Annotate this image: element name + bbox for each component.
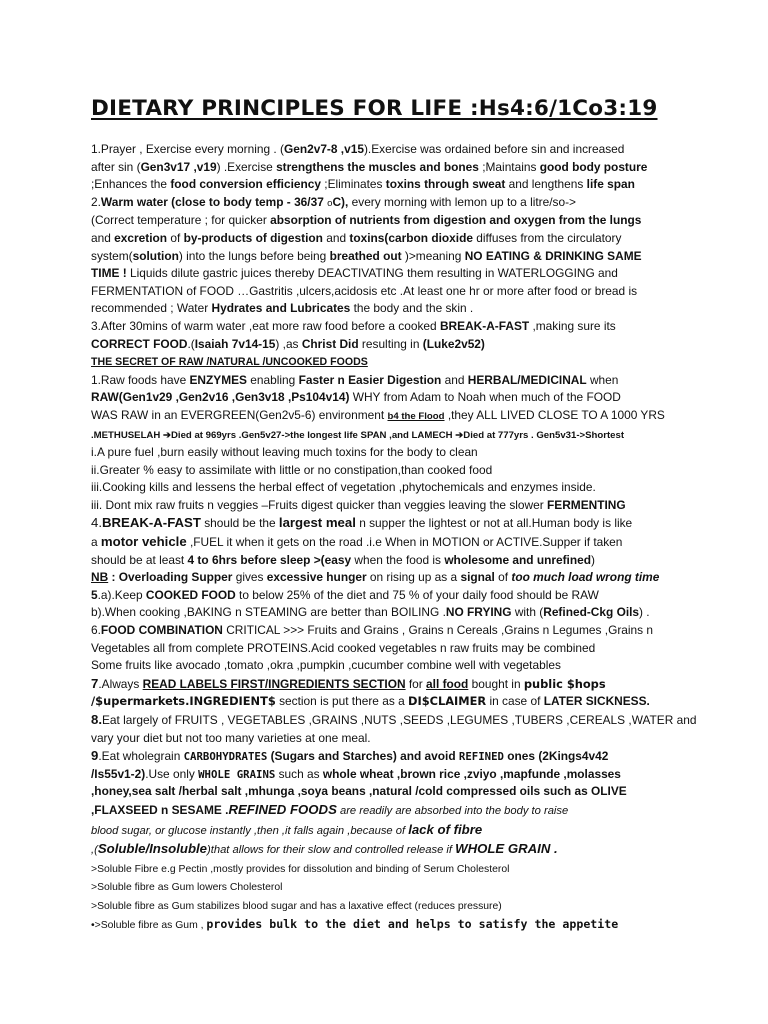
text-run: NO FRYING <box>445 605 512 620</box>
text-run: of <box>494 570 512 585</box>
text-run: public $hops <box>523 676 606 691</box>
text-run: WHY from Adam to Noah when much of the FOOD <box>349 390 621 405</box>
text-run: REFINED FOODS <box>228 801 337 817</box>
text-run: b).When cooking ,BAKING n STEAMING are better than BOILING . <box>91 605 446 620</box>
text-line <box>91 212 698 230</box>
text-line <box>91 514 698 533</box>
text-run: WAS RAW in an EVERGREEN(Gen2v5-6) environment <box>91 407 388 422</box>
text-run: in case of <box>486 694 544 709</box>
text-run: blood sugar, or glucose instantly ,then ,it falls again ,because of <box>91 824 409 837</box>
text-run: LATER SICKNESS. <box>543 694 650 709</box>
text-line <box>91 552 698 570</box>
text-run: o <box>327 197 333 209</box>
text-run: ) ,as <box>275 336 302 351</box>
text-run: ,( <box>91 844 98 857</box>
text-run: and <box>441 372 468 387</box>
text-line <box>91 265 698 283</box>
text-run: all food <box>426 676 469 691</box>
text-run: ,they ALL LIVED CLOSE TO A 1000 YRS <box>444 407 665 422</box>
text-run: for <box>405 676 427 691</box>
text-run: ) <box>590 552 595 567</box>
text-run: 1.Raw foods have <box>91 372 190 387</box>
text-line <box>91 407 698 426</box>
text-run: iii. Dont mix raw fruits n veggies –Fruits digest quicker than veggies leaving the slower <box>91 497 548 512</box>
text-line <box>91 801 698 821</box>
text-run: Soluble/Insoluble <box>97 841 208 857</box>
text-run: .Eat wholegrain <box>98 749 184 764</box>
text-run: of <box>167 230 184 245</box>
text-run: CRITICAL >>> Fruits and Grains , Grains n Cereals ,Grains n Legumes ,Grains n <box>222 623 654 638</box>
text-run: when the food is <box>351 552 445 567</box>
text-run: should be at least <box>91 552 188 567</box>
text-run: 9 <box>91 748 99 764</box>
text-run: Some fruits like avocado ,tomato ,okra ,pumpkin ,cucumber combine well with vegetables <box>91 658 561 673</box>
text-run: WHOLE GRAIN . <box>455 841 558 857</box>
text-run: 8. <box>91 712 102 727</box>
text-line <box>91 462 698 480</box>
text-run: Refined-Ckg Oils <box>543 605 640 620</box>
text-line <box>91 766 698 784</box>
text-run: by-products of digestion <box>183 230 323 245</box>
text-run: Vegetables all from complete PROTEINS.Acid cooked vegetables n raw fruits may be combined <box>91 640 596 655</box>
text-run: ).Exercise was ordained before sin and increased <box>363 142 625 156</box>
text-line <box>91 569 698 587</box>
text-run: Warm water (close to body temp - 36/37 <box>100 194 328 209</box>
text-run: TIME ! <box>91 266 127 281</box>
text-run: : Overloading Supper <box>108 570 233 585</box>
text-run: Gen2v7-8 ,v15 <box>283 142 364 156</box>
text-run: C), <box>332 194 349 209</box>
text-run: ;Maintains <box>478 159 540 174</box>
text-line <box>91 336 698 354</box>
text-line <box>91 693 698 711</box>
text-run: )>meaning <box>401 248 465 263</box>
text-run: whole wheat ,brown rice ,zviyo ,mapfunde ,molasses <box>322 766 621 781</box>
text-line <box>91 159 698 177</box>
text-line <box>91 730 698 748</box>
text-run: food conversion efficiency <box>170 177 321 192</box>
text-run: .Always <box>98 676 143 691</box>
text-run: FERMENTATION of FOOD …Gastritis ,ulcers,acidosis etc .At least one hr or more after food or bread is <box>91 283 638 298</box>
text-run: ) .Exercise <box>216 159 277 174</box>
text-run: Gen3v17 ,v19 <box>140 159 217 174</box>
text-run: THE SECRET OF RAW /NATURAL /UNCOOKED FOODS <box>91 356 368 369</box>
document-body <box>91 141 698 934</box>
text-line <box>91 878 698 897</box>
text-line <box>91 640 698 658</box>
text-line <box>91 353 698 372</box>
text-run: diffuses from the circulatory <box>472 230 622 245</box>
text-run: ENZYMES <box>189 372 247 387</box>
text-run: wholesome and unrefined <box>444 552 591 567</box>
text-line <box>91 675 698 694</box>
text-line <box>91 176 698 194</box>
text-run: gives <box>232 570 267 585</box>
text-run: ,honey,sea salt /herbal salt ,mhunga ,soya beans ,natural /cold compressed oils such as OLIVE <box>91 784 627 799</box>
text-run: FOOD COMBINATION <box>100 623 223 638</box>
text-run: n supper the lightest or not at all.Human body is like <box>355 516 633 531</box>
text-run: solution <box>132 248 179 263</box>
text-run: 4 to 6hrs before sleep >(easy <box>187 552 352 567</box>
text-line <box>91 533 698 552</box>
text-run: ii.Greater % easy to assimilate with little or no constipation,than cooked food <box>91 462 493 477</box>
text-run: a <box>91 535 101 550</box>
text-line <box>91 747 698 766</box>
text-run: .Use only <box>145 766 199 781</box>
text-run: ) into the lungs before being <box>178 248 330 263</box>
text-run: ) . <box>639 605 650 620</box>
text-run: vary your diet but not too many varieties at one meal. <box>91 730 371 745</box>
text-run: 1.Prayer , Exercise every morning . ( <box>91 142 284 156</box>
text-run: breathed out <box>329 248 402 263</box>
text-run: 3.After 30mins of warm water ,eat more raw food before a cooked <box>91 318 440 333</box>
text-run: . <box>221 802 229 817</box>
text-line <box>91 194 698 213</box>
text-run: strengthens the muscles and bones <box>276 159 479 174</box>
text-run: RAW(Gen1v29 ,Gen2v16 ,Gen3v18 ,Ps104v14) <box>91 390 350 405</box>
text-line <box>91 283 698 301</box>
text-run: and <box>91 230 115 245</box>
text-run: iii.Cooking kills and lessens the herbal effect of vegetation ,phytochemicals and enzymes inside. <box>91 480 596 495</box>
text-run: too much load wrong time <box>511 570 660 585</box>
text-run: Hydrates and Lubricates <box>211 301 351 316</box>
text-line <box>91 141 698 159</box>
text-run: excessive hunger <box>266 570 367 585</box>
text-run: Isaiah 7v14-15 <box>194 336 276 351</box>
text-run: and lengthens <box>505 177 587 192</box>
text-line <box>91 783 698 801</box>
text-run: and <box>322 230 350 245</box>
text-run: enabling <box>246 372 299 387</box>
text-run: .a).Keep <box>97 587 146 602</box>
text-line <box>91 497 698 515</box>
text-line <box>91 587 698 605</box>
text-line <box>91 604 698 622</box>
text-run: WHOLE GRAINS <box>198 767 276 781</box>
text-run: >Soluble fibre as Gum stabilizes blood sugar and has a laxative effect (reduces pressure) <box>91 900 502 912</box>
text-run: Faster n Easier Digestion <box>298 372 442 387</box>
text-run: (Sugars and Starches) and avoid <box>267 749 459 764</box>
text-run: after sin ( <box>91 159 141 174</box>
text-run: 6. <box>91 623 101 638</box>
text-run: the body and the skin . <box>350 301 474 316</box>
text-run: .( <box>187 336 195 351</box>
text-run: excretion <box>114 230 168 245</box>
text-run: largest meal <box>278 515 356 531</box>
text-run: /Is55v1-2) <box>91 766 146 781</box>
text-line <box>91 372 698 390</box>
text-run: ones (2Kings4v42 <box>503 749 609 764</box>
text-run: CARBOHYDRATES <box>183 750 268 764</box>
page-title: DIETARY PRINCIPLES FOR LIFE :Hs4:6/1Co3:19 <box>91 96 658 121</box>
text-run: with ( <box>511 605 544 620</box>
text-run: toxins through sweat <box>385 177 506 192</box>
text-run: bought in <box>468 676 524 691</box>
text-run: provides bulk to the diet and helps to satisfy the appetite <box>206 916 619 931</box>
text-run: are readily are absorbed into the body to raise <box>336 804 569 817</box>
text-line <box>91 840 698 860</box>
text-run: good body posture <box>539 159 648 174</box>
text-run: life span <box>586 177 635 192</box>
text-run: to below 25% of the diet and 75 % of your daily food should be RAW <box>235 587 599 602</box>
text-line <box>91 711 698 730</box>
text-run: HERBAL/MEDICINAL <box>467 372 587 387</box>
text-line <box>91 300 698 318</box>
text-run: 4. <box>91 515 102 531</box>
text-run: on rising up as a <box>366 570 461 585</box>
text-run: CORRECT FOOD <box>91 336 188 351</box>
text-line <box>91 897 698 916</box>
text-run: NO EATING & DRINKING SAME <box>464 248 642 263</box>
text-run: >Soluble Fibre e.g Pectin ,mostly provides for dissolution and binding of Serum Cholesterol <box>91 863 510 875</box>
text-run: ,making sure its <box>529 318 616 333</box>
text-line <box>91 479 698 497</box>
text-run: toxins(carbon dioxide <box>349 230 473 245</box>
text-run: (Luke2v52) <box>422 336 485 351</box>
text-run: DI$CLAIMER <box>408 694 487 709</box>
text-run: absorption of nutrients from digestion and oxygen from the lungs <box>270 213 642 228</box>
text-run: lack of fibre <box>408 821 483 837</box>
text-run: COOKED FOOD <box>145 587 236 602</box>
text-run: i.A pure fuel ,burn easily without leaving much toxins for the body to clean <box>91 445 478 460</box>
text-run: ,FUEL it when it gets on the road .i.e When in MOTION or ACTIVE.Supper if taken <box>186 535 623 550</box>
text-run: motor vehicle <box>100 534 187 550</box>
text-run: such as <box>275 766 323 781</box>
text-run: 7 <box>91 675 99 691</box>
text-line <box>91 230 698 248</box>
text-run: ;Eliminates <box>320 177 386 192</box>
text-run: NB <box>91 570 109 585</box>
text-run: recommended ; Water <box>91 301 212 316</box>
text-line <box>91 821 698 841</box>
text-run: b4 the Flood <box>387 410 445 422</box>
text-run: Eat largely of FRUITS , VEGETABLES ,GRAINS ,NUTS ,SEEDS ,LEGUMES ,TUBERS ,CEREALS ,WATER and <box>102 713 697 727</box>
text-run: /$upermarkets.INGREDIENT$ <box>91 694 276 709</box>
text-run: system( <box>91 248 133 263</box>
text-run: READ LABELS FIRST/INGREDIENTS SECTION <box>142 676 406 691</box>
text-line <box>91 389 698 407</box>
text-line <box>91 860 698 879</box>
text-run: ,FLAXSEED n SESAME <box>91 802 222 817</box>
text-run: >Soluble fibre as Gum lowers Cholesterol <box>91 882 283 894</box>
text-line <box>91 444 698 462</box>
text-run: 5 <box>91 587 98 602</box>
text-line <box>91 622 698 640</box>
text-run: 2. <box>91 194 101 209</box>
text-line <box>91 318 698 336</box>
text-line <box>91 916 698 935</box>
text-run: Liquids dilute gastric juices thereby DEACTIVATING them resulting in WATERLOGGING and <box>126 266 618 281</box>
text-run: •>Soluble fibre as Gum , <box>91 919 207 931</box>
text-run: every morning with lemon up to a litre/so-> <box>348 194 577 209</box>
text-line <box>91 248 698 266</box>
text-run: )that allows for their slow and controlled release if <box>207 844 456 857</box>
text-line <box>91 657 698 675</box>
text-run: .METHUSELAH ➔Died at 969yrs .Gen5v27->the longest life SPAN ,and LAMECH ➔Died at 777yrs . Gen5v31->Shortest <box>91 429 625 441</box>
text-run: (Correct temperature ; for quicker <box>91 213 271 228</box>
text-run: should be the <box>200 516 279 531</box>
text-run: FERMENTING <box>547 497 626 512</box>
text-run: section is put there as a <box>275 694 408 709</box>
text-run: BREAK-A-FAST <box>439 318 530 333</box>
text-run: signal <box>460 570 495 585</box>
text-run: Christ Did <box>301 336 359 351</box>
text-run: ;Enhances the <box>91 177 171 192</box>
text-run: BREAK-A-FAST <box>102 515 201 531</box>
text-run: when <box>586 372 619 387</box>
text-run: resulting in <box>358 336 423 351</box>
text-line <box>91 426 698 445</box>
text-run: REFINED <box>458 750 504 764</box>
